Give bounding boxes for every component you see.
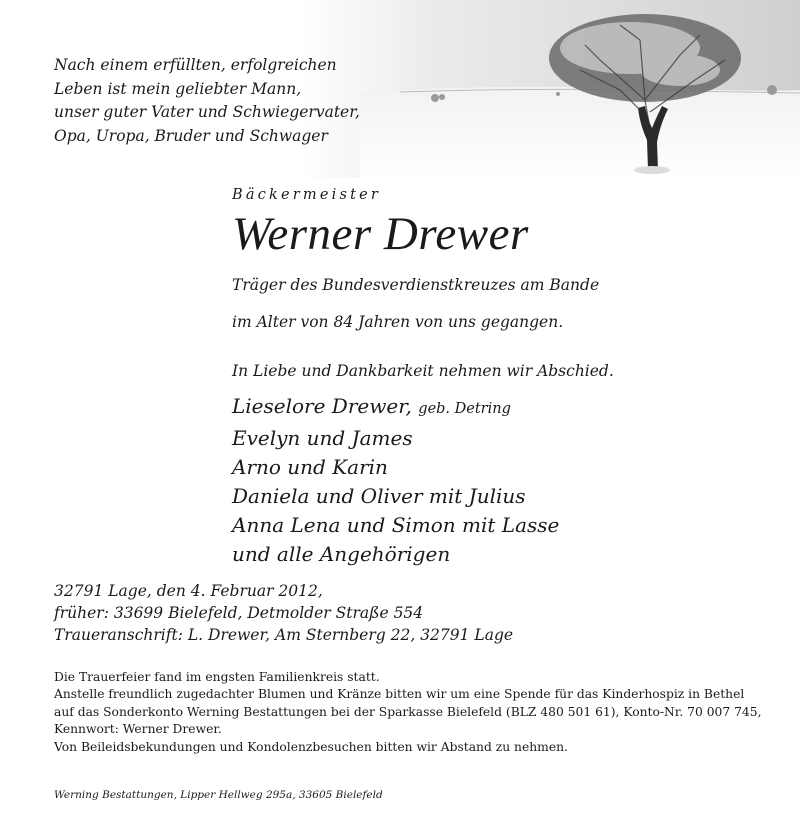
mourner-item: Daniela und Oliver mit Julius [232,484,526,508]
widow-name: Lieselore Drewer, [232,394,412,418]
verse-line: unser guter Vater und Schwiegervater, [54,103,360,121]
address-line-former: früher: 33699 Bielefeld, Detmolder Straße 554 [54,604,424,622]
mourner-item: Anna Lena und Simon mit Lasse [232,513,560,537]
address-line-mourning: Traueranschrift: L. Drewer, Am Sternberg 22, 32791 Lage [54,626,514,644]
profession: Bäckermeister [232,187,382,203]
notes-block [54,669,784,756]
mourner-widow [232,392,559,424]
winter-tree-photo [300,0,800,178]
tree-illustration-icon [300,0,800,178]
funeral-home-footer: Werning Bestattungen, Lipper Hellweg 295a, 33605 Bielefeld [54,789,383,801]
verse-line: Leben ist mein geliebter Mann, [54,79,302,98]
note-line: Kennwort: Werner Drewer. [54,722,222,737]
mourner-item: Arno und Karin [232,455,388,479]
opening-verse [54,54,374,148]
mourner-item: Evelyn und James [232,426,413,450]
address-block [54,580,513,646]
note-line: Die Trauerfeier fand im engsten Familienkreis statt. [54,670,380,684]
farewell-text: In Liebe und Dankbarkeit nehmen wir Abschied. [232,362,614,380]
note-line: auf das Sonderkonto Werning Bestattungen bei der Sparkasse Bielefeld (BLZ 480 501 61), Konto-Nr. 70 007 745, [54,704,762,719]
widow-nee: geb. Detring [418,401,511,417]
mourners-list [232,392,559,569]
age-text: im Alter von 84 Jahren von uns gegangen. [232,313,564,331]
verse-line: Opa, Uropa, Bruder und Schwager [54,126,328,145]
verse-line: Nach einem erfüllten, erfolgreichen [54,56,337,74]
note-line: Anstelle freundlich zugedachter Blumen und Kränze bitten wir um eine Spende für das Kinderhospiz in Bethel [54,687,745,702]
honor-text: Träger des Bundesverdienstkreuzes am Bande [232,276,600,294]
mourner-item: und alle Angehörigen [232,542,451,566]
deceased-name: Werner Drewer [232,208,529,260]
address-line-date: 32791 Lage, den 4. Februar 2012, [54,582,323,600]
note-line: Von Beileidsbekundungen und Kondolenzbesuchen bitten wir Abstand zu nehmen. [54,739,568,754]
